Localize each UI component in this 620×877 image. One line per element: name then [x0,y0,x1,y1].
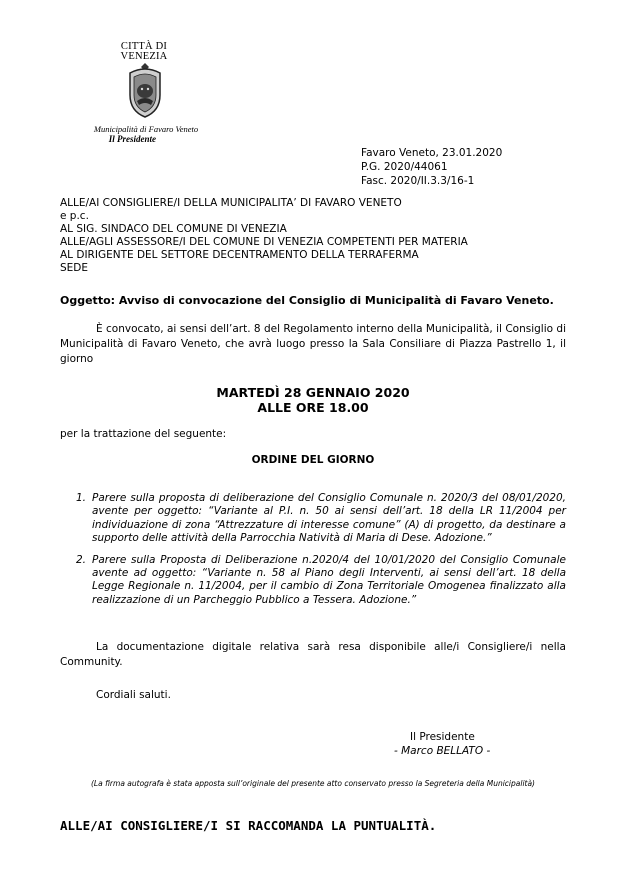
municipality-name: Municipalità di Favaro Veneto [93,124,199,134]
city-line-2: VENEZIA [120,51,168,62]
for-discussion-text: per la trattazione del seguente: [60,428,227,440]
agenda-item-number: 2. [76,553,87,566]
meeting-time: ALLE ORE 18.00 [257,400,369,415]
documentation-paragraph: La documentazione digitale relativa sarà resa disponibile alle/i Consigliere/i nella Community. [60,641,566,668]
subject-line: Oggetto: Avviso di convocazione del Consiglio di Municipalità di Favaro Veneto. [60,294,554,307]
reference-block [361,146,502,188]
addressee-line: ALLE/AGLI ASSESSORE/I DEL COMUNE DI VENEZIA COMPETENTI PER MATERIA [60,236,468,248]
addressee-line: ALLE/AI CONSIGLIERE/I DELLA MUNICIPALITA’ DI FAVARO VENETO [60,197,402,209]
agenda-item-text: Parere sulla Proposta di Deliberazione n.2020/4 del 10/01/2020 del Consiglio Comunale avente ad oggetto: “Variante n. 58 al Piano degli Interventi, ai sensi dell’art. 18 della Legge Regionale n. 11/2004, per il cambio di Zona Territoriale Omogenea finalizzato alla realizzazione di un Parcheggio Pubblico a Tessera. Adozione.” [92,553,566,606]
intro-paragraph: È convocato, ai sensi dell’art. 8 del Regolamento interno della Municipalità, il Consiglio di Municipalità di Favaro Veneto, che avrà luogo presso la Sala Consiliare di Piazza Pastrello 1, il giorno [60,323,566,365]
agenda-item [60,492,566,546]
coat-of-arms-icon [124,61,166,119]
meeting-date: MARTEDÌ 28 GENNAIO 2020 [216,385,410,400]
letterhead-city-name [118,42,170,62]
protocol-number: P.G. 2020/44061 [361,161,448,173]
file-reference: Fasc. 2020/II.3.3/16-1 [361,175,475,187]
place-date: Favaro Veneto, 23.01.2020 [361,147,503,159]
signature-role: Il Presidente [410,731,475,743]
addressee-line: AL DIRIGENTE DEL SETTORE DECENTRAMENTO DELLA TERRAFERMA [60,249,419,261]
city-line-1: CITTÀ DI [120,41,168,52]
greeting: Cordiali saluti. [96,689,171,701]
punctuality-reminder: ALLE/AI CONSIGLIERE/I SI RACCOMANDA LA PUNTUALITÀ. [60,818,437,833]
letterhead-role: Il Presidente [108,134,156,144]
autograph-footnote: (La firma autografa è stata apposta sull’originale del presente atto conservato presso la Segreteria della Municipalità) [91,779,535,788]
agenda-item-number: 1. [76,492,87,504]
addressee-line: e p.c. [60,210,89,222]
addressee-line: AL SIG. SINDACO DEL COMUNE DI VENEZIA [60,223,287,235]
agenda-item-text: Parere sulla proposta di deliberazione del Consiglio Comunale n. 2020/3 del 08/01/2020, avente per oggetto: “Variante al P.I. n. 50 ai sensi dell’art. 18 della LR 11/2004 per individuazione di zona “Attrezzature di interesse comune” (A) di progetto, da destinare a supporto delle attività della Parrocchia Natività di Maria di Dese. Adozione.” [92,492,566,545]
signature-name: - Marco BELLATO - [394,745,491,757]
agenda-title: ORDINE DEL GIORNO [251,454,375,466]
agenda-list [60,492,566,615]
addressee-list [60,197,468,275]
addressee-line: SEDE [60,262,89,274]
agenda-item [60,554,566,608]
signature-block [380,730,500,758]
